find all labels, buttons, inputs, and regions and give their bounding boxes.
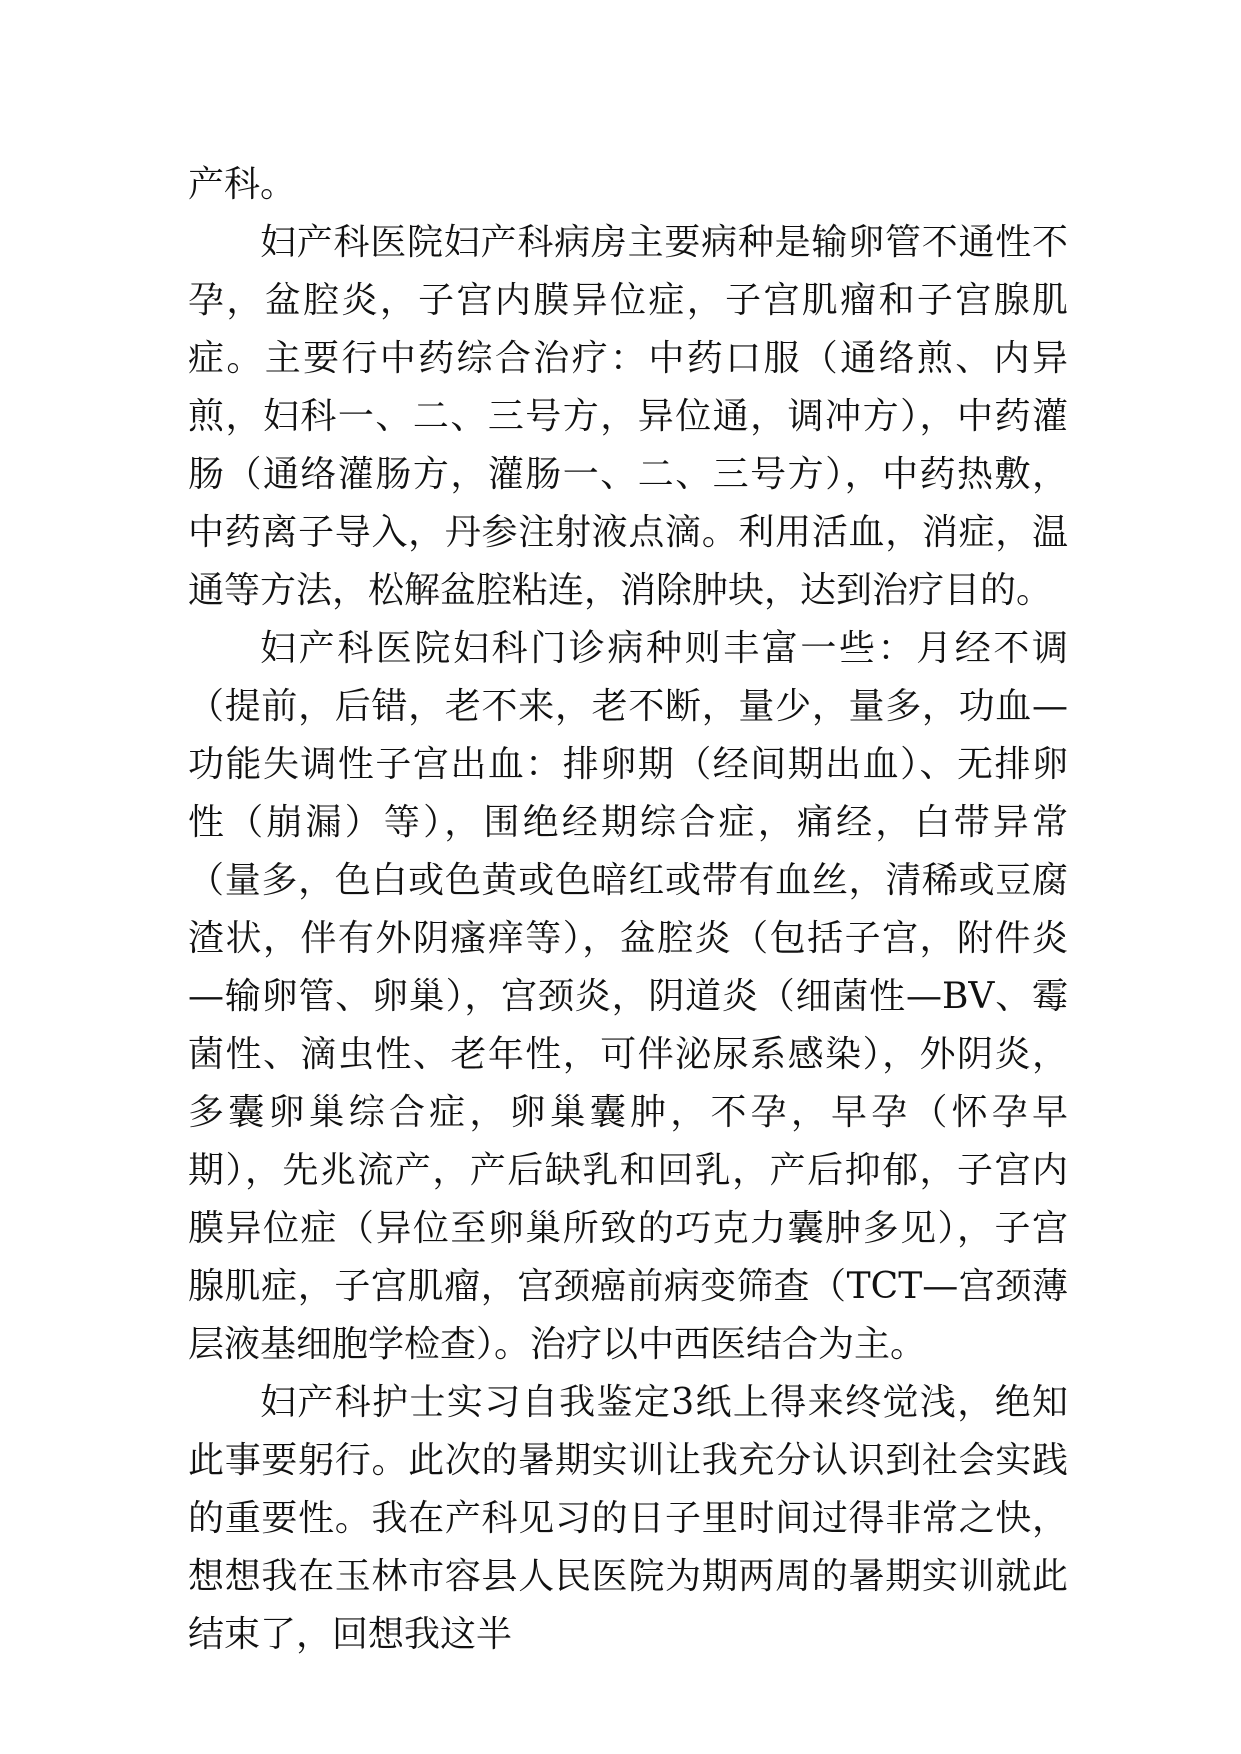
paragraph-internship-reflection: 妇产科护士实习自我鉴定3纸上得来终觉浅，绝知此事要躬行。此次的暑期实训让我充分认识到社会实践的重要性。我在产科见习的日子里时间过得非常之快，想想我在玉林市容县人民医院为期两周的暑期实训就此结束了，回想我这半 [188,1382,1068,1655]
body-text [188,156,1068,1664]
paragraph-outpatient-diseases: 妇产科医院妇科门诊病种则丰富一些：月经不调（提前，后错，老不来，老不断，量少，量多，功血—功能失调性子宫出血：排卵期（经间期出血）、无排卵性（崩漏）等），围绝经期综合症，痛经，白带异常（量多，色白或色黄或色暗红或带有血丝，清稀或豆腐渣状，伴有外阴瘙痒等），盆腔炎（包括子宫，附件炎—输卵管、卵巢），宫颈炎，阴道炎（细菌性—BV、霉菌性、滴虫性、老年性，可伴泌尿系感染），外阴炎，多囊卵巢综合症，卵巢囊肿，不孕，早孕（怀孕早期），先兆流产，产后缺乳和回乳，产后抑郁，子宫内膜异位症（异位至卵巢所致的巧克力囊肿多见），子宫腺肌症，子宫肌瘤，宫颈癌前病变筛查（TCT—宫颈薄层液基细胞学检查）。治疗以中西医结合为主。 [188,628,1068,1365]
paragraph-ward-diseases: 妇产科医院妇产科病房主要病种是输卵管不通性不孕，盆腔炎，子宫内膜异位症，子宫肌瘤和子宫腺肌症。主要行中药综合治疗：中药口服（通络煎、内异煎，妇科一、二、三号方，异位通，调冲方），中药灌肠（通络灌肠方，灌肠一、二、三号方），中药热敷，中药离子导入，丹参注射液点滴。利用活血，消症，温通等方法，松解盆腔粘连，消除肿块，达到治疗目的。 [188,222,1068,611]
paragraph-continuation: 产科。 [188,164,297,205]
